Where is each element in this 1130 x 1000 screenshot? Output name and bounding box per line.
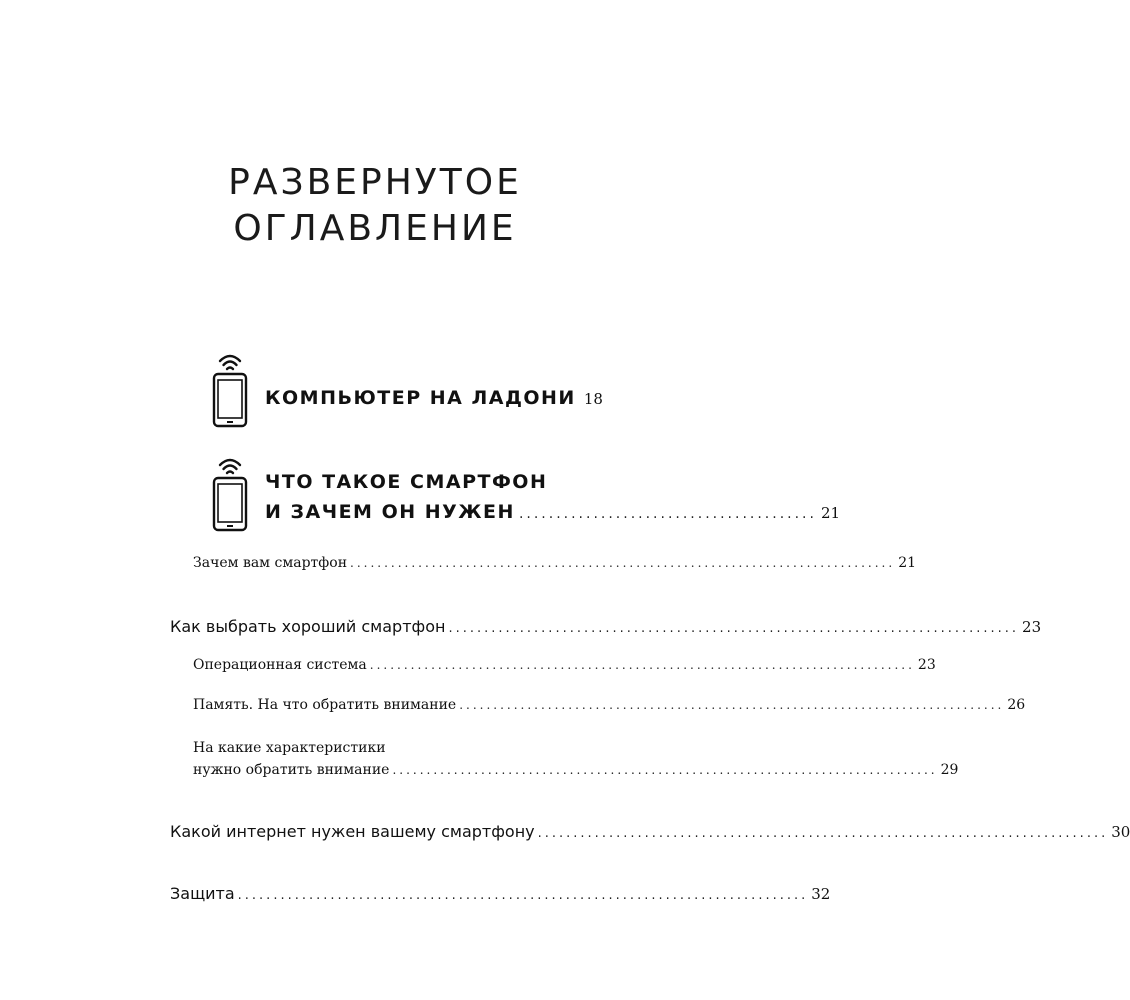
dot-leader: ................................................................................ (537, 826, 1109, 841)
toc-entry[interactable] (170, 617, 1042, 636)
dot-leader: ................................................................................ (448, 621, 1020, 636)
toc-entry[interactable] (193, 737, 959, 781)
chapter-entry-2[interactable] (210, 452, 841, 532)
dot-leader: ................................................................................ (237, 888, 809, 903)
toc-entry-label: Защита (170, 884, 235, 903)
page-number: 21 (898, 555, 917, 571)
page-number: 21 (820, 504, 841, 522)
page-title-line-2: ОГЛАВЛЕНИЕ (233, 208, 517, 250)
chapter-title: КОМПЬЮТЕР НА ЛАДОНИ (265, 387, 576, 409)
page-number: 30 (1111, 823, 1130, 841)
toc-entry[interactable] (193, 697, 1026, 713)
toc-entry-label: Как выбрать хороший смартфон (170, 617, 446, 636)
chapter-entry-1[interactable] (210, 348, 602, 428)
toc-entry[interactable] (170, 822, 1130, 841)
chapter-title: ЧТО ТАКОЕ СМАРТФОН (265, 471, 548, 493)
page-number: 23 (1022, 618, 1042, 636)
toc-entry-label: Зачем вам смартфон (193, 555, 348, 571)
dot-leader: ................................................................................ (369, 658, 915, 672)
dot-leader: ................................................................................ (350, 556, 896, 570)
toc-entry-label: Какой интернет нужен вашему смартфону (170, 822, 535, 841)
smartphone-wifi-icon (210, 454, 250, 532)
toc-entry-label: Операционная система (193, 657, 367, 673)
toc-entry[interactable] (193, 657, 936, 673)
toc-entry[interactable] (170, 884, 831, 903)
page-number: 26 (1007, 697, 1026, 713)
page-title-line-1: РАЗВЕРНУТОЕ (228, 162, 522, 204)
chapter-title-row (265, 383, 602, 415)
page-number: 32 (811, 885, 831, 903)
page-title (0, 160, 750, 252)
page-number: 29 (940, 762, 959, 778)
toc-entry-label: На какие характеристики (193, 740, 386, 756)
dot-leader: ........................................ (518, 506, 817, 522)
chapter-title-row (265, 497, 841, 529)
toc-entry[interactable] (193, 555, 917, 571)
chapter-title-line-2: И ЗАЧЕМ ОН НУЖЕН (265, 501, 515, 523)
page-number: 23 (917, 657, 936, 673)
dot-leader: ................................................................................ (392, 763, 938, 777)
toc-entry-label-line-2: нужно обратить внимание (193, 762, 390, 778)
dot-leader: ................................................................................ (459, 698, 1005, 712)
page-number: 18 (583, 390, 603, 408)
smartphone-wifi-icon (210, 350, 250, 428)
toc-entry-label: Память. На что обратить внимание (193, 697, 457, 713)
toc-entry-last-line (193, 759, 959, 781)
